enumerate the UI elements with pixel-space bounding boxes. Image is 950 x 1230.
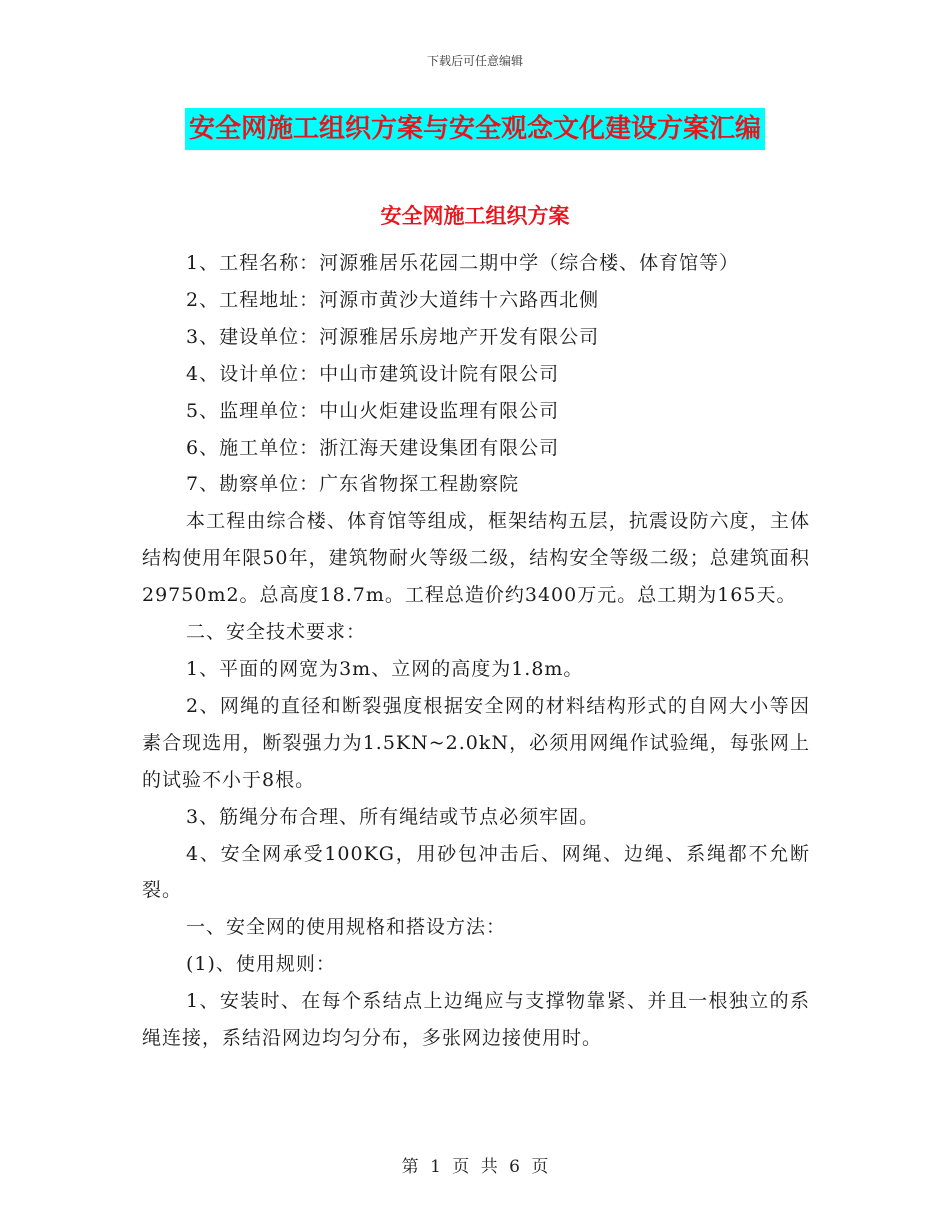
paragraph-requirement-2: 2、网绳的直径和断裂强度根据安全网的材料结构形式的自网大小等因素合现选用，断裂强力为1.5KN~2.0kN，必须用网绳作试验绳，每张网上的试验不小于8根。	[142, 694, 810, 791]
paragraph-requirement-4: 4、安全网承受100KG，用砂包冲击后、网绳、边绳、系绳都不允断裂。	[142, 842, 810, 902]
paragraph-supervision-unit: 5、监理单位：中山火炬建设监理有限公司	[186, 399, 560, 422]
paragraph-usage-rules: (1)、使用规则：	[186, 953, 336, 976]
paragraph-usage-heading: 一、安全网的使用规格和搭设方法：	[186, 916, 507, 939]
paragraph-design-unit: 4、设计单位：中山市建筑设计院有限公司	[186, 362, 560, 385]
section-title: 安全网施工组织方案	[380, 203, 570, 228]
header-note: 下载后可任意编辑	[426, 54, 523, 68]
document-title-container	[0, 108, 950, 150]
paragraph-builder-unit: 6、施工单位：浙江海天建设集团有限公司	[186, 436, 560, 459]
paragraph-project-address: 2、工程地址：河源市黄沙大道纬十六路西北侧	[186, 288, 600, 311]
page-footer: 第 1 页 共 6 页	[401, 1157, 549, 1177]
paragraph-survey-unit: 7、勘察单位：广东省物探工程勘察院	[186, 473, 520, 496]
paragraph-installation-rule-1: 1、安装时、在每个系结点上边绳应与支撑物靠紧、并且一根独立的系绳连接，系结沿网边均匀分布，多张网边接使用时。	[142, 990, 810, 1050]
paragraph-project-name: 1、工程名称：河源雅居乐花园二期中学（综合楼、体育馆等）	[186, 252, 740, 274]
paragraph-safety-requirements-heading: 二、安全技术要求：	[186, 621, 367, 644]
paragraph-requirement-1: 1、平面的网宽为3m、立网的高度为1.8m。	[186, 657, 584, 680]
document-title: 安全网施工组织方案与安全观念文化建设方案汇编	[185, 108, 765, 150]
document-body	[142, 245, 810, 1057]
paragraph-requirement-3: 3、筋绳分布合理、所有绳结或节点必须牢固。	[186, 805, 600, 828]
paragraph-construction-unit: 3、建设单位：河源雅居乐房地产开发有限公司	[186, 325, 600, 348]
paragraph-project-overview: 本工程由综合楼、体育馆等组成，框架结构五层，抗震设防六度，主体结构使用年限50年，建筑物耐火等级二级，结构安全等级二级；总建筑面积29750m2。总高度18.7m。工程总造价约3400万元。总工期为165天。	[142, 510, 810, 607]
